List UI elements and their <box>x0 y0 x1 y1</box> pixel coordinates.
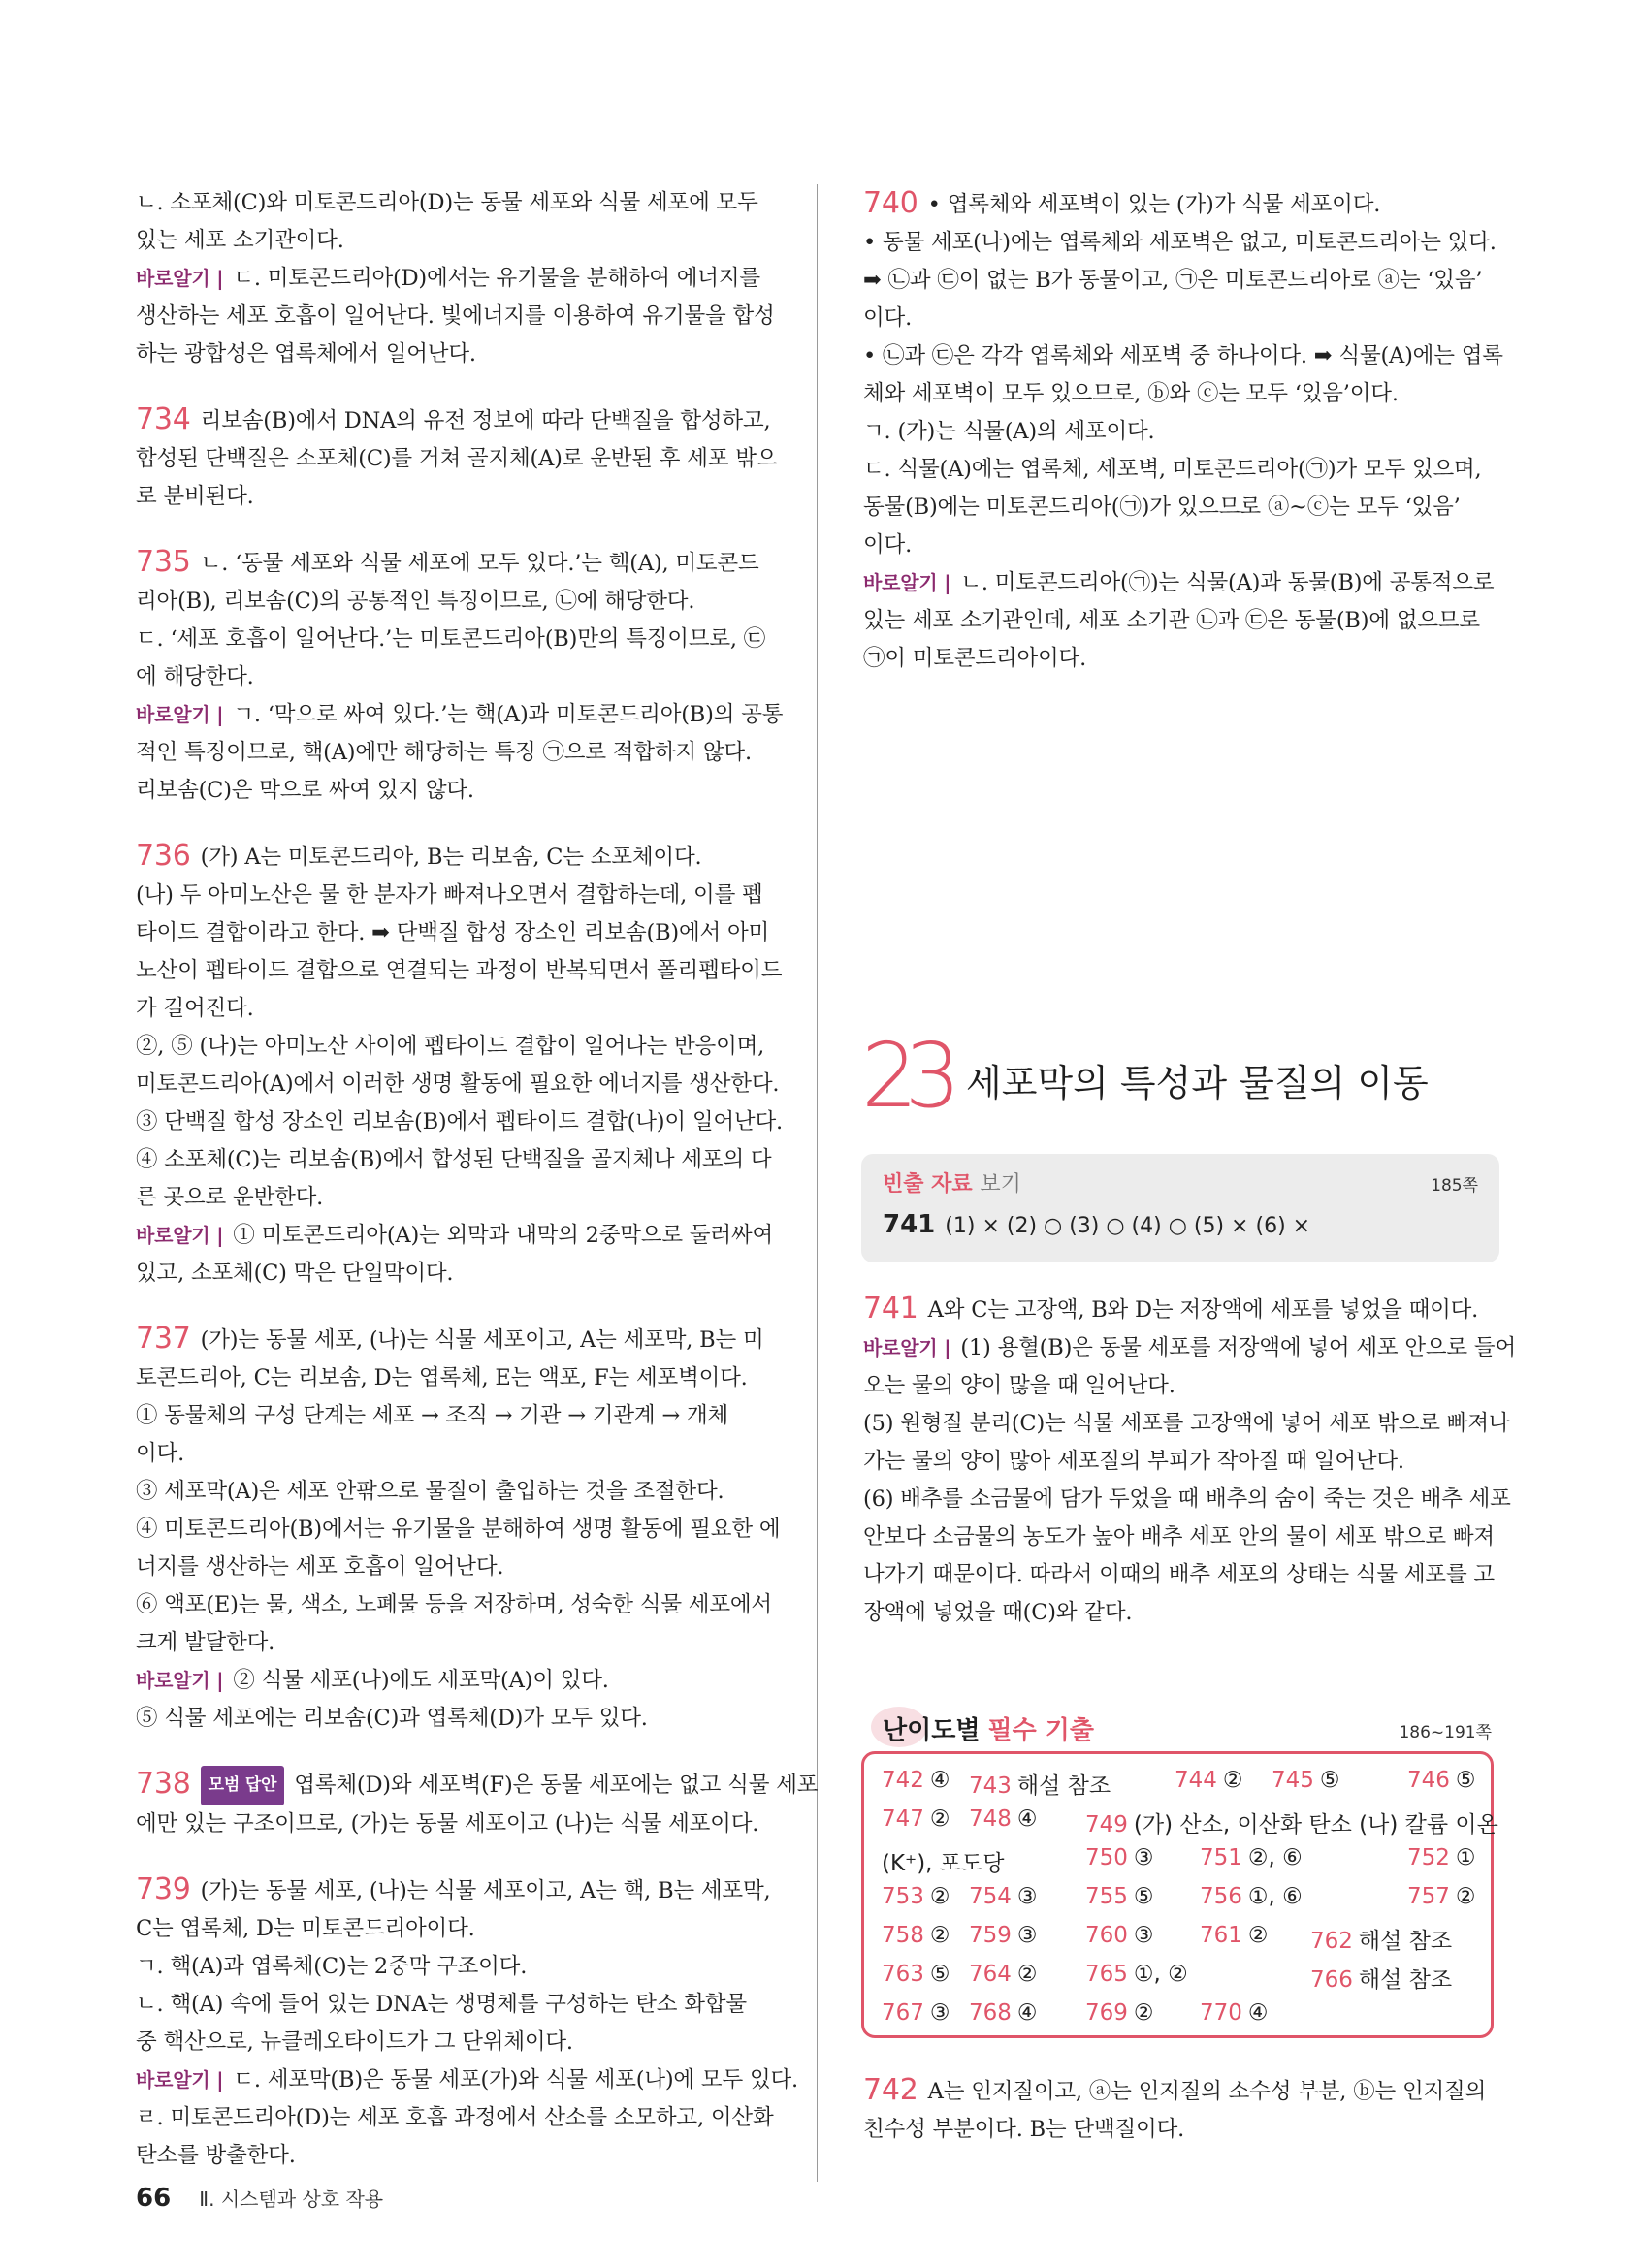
answer-value: 해설 참조 <box>1016 1773 1111 1799</box>
text-line <box>136 2137 771 2175</box>
line-text: 나가기 때문이다. 따라서 이때의 배추 세포의 상태는 식물 세포를 고 <box>863 1562 1495 1587</box>
answer-item <box>1272 1768 1340 1793</box>
line-text: 있는 세포 소기관인데, 세포 소기관 ㉡과 ㉢은 동물(B)에 없으므로 <box>863 608 1480 633</box>
line-text: ① 동물체의 구성 단계는 세포 → 조직 → 기관 → 기관계 → 개체 <box>136 1403 729 1428</box>
answer-value: ① <box>1455 1845 1476 1870</box>
answer-item <box>1085 2000 1154 2026</box>
text-line <box>863 1556 1498 1594</box>
text-line <box>136 184 771 222</box>
answer-item <box>1085 1923 1154 1948</box>
text-line <box>136 1700 771 1738</box>
line-text: 리보솜(C)은 막으로 싸여 있지 않다. <box>136 778 474 803</box>
line-text: (나) 두 아미노산은 물 한 분자가 빠져나오면서 결합하는데, 이를 펩 <box>136 882 763 908</box>
answer-value: ② <box>1455 1884 1476 1909</box>
line-text: ④ 소포체(C)는 리보솜(B)에서 합성된 단백질을 골지체나 세포의 다 <box>136 1147 772 1172</box>
answer-item <box>882 1884 950 1909</box>
text-line <box>136 400 771 440</box>
answer-value: ③ <box>929 2000 950 2026</box>
answer-number: 744 <box>1175 1768 1217 1793</box>
frequent-answers: 741 (1) × (2) ○ (3) ○ (4) ○ (5) × (6) × <box>883 1210 1311 1239</box>
line-text: (가) A는 미토콘드리아, B는 리보솜, C는 소포체이다. <box>200 845 702 870</box>
answer-number: 762 <box>1310 1929 1353 1954</box>
text-line <box>136 734 771 772</box>
line-text: ㄷ. 세포막(B)은 동물 세포(가)와 식물 세포(나)에 모두 있다. <box>233 2067 798 2092</box>
answer-number: 746 <box>1407 1768 1450 1793</box>
difficulty-page-ref: 186~191쪽 <box>1399 1723 1492 1742</box>
line-text: ① 미토콘드리아(A)는 외막과 내막의 2중막으로 둘러싸여 <box>233 1223 773 1248</box>
text-line <box>863 602 1498 640</box>
answer-item <box>1310 1962 1452 1994</box>
text-line <box>136 772 771 810</box>
text-line <box>863 527 1498 564</box>
answer-item <box>1175 1768 1243 1793</box>
answer-item <box>882 1923 950 1948</box>
answer-value: (K⁺), 포도당 <box>882 1851 1005 1876</box>
answer-item <box>1407 1884 1476 1909</box>
text-line <box>136 914 771 952</box>
text-line <box>136 1986 771 2024</box>
line-text: 리보솜(B)에서 DNA의 유전 정보에 따라 단백질을 합성하고, <box>200 408 771 433</box>
answer-number: 761 <box>1200 1923 1242 1948</box>
line-text: 있는 세포 소기관이다. <box>136 228 344 253</box>
text-line <box>136 1910 771 1948</box>
line-text: 미토콘드리아(A)에서 이러한 생명 활동에 필요한 에너지를 생산한다. <box>136 1071 780 1097</box>
text-line <box>863 1329 1516 1367</box>
line-text: 중 핵산으로, 뉴클레오타이드가 그 단위체이다. <box>136 2029 573 2055</box>
difficulty-header <box>861 1707 1499 1745</box>
line-text: 너지를 생산하는 세포 호흡이 일어난다. <box>136 1554 504 1580</box>
answer-value: ⑤ <box>929 1962 950 1987</box>
answer-number: 747 <box>882 1806 924 1832</box>
column-divider <box>817 184 818 2182</box>
section-number: 23 <box>861 1024 949 1128</box>
line-text: 탄소를 방출한다. <box>136 2143 296 2168</box>
answer-value: ①, ⑥ <box>1247 1884 1303 1909</box>
line-text: A와 C는 고장액, B와 D는 저장액에 세포를 넣었을 때이다. <box>927 1297 1479 1323</box>
text-line <box>863 1594 1498 1632</box>
line-text: ④ 미토콘드리아(B)에서는 유기물을 분해하여 생명 활동에 필요한 에 <box>136 1517 781 1542</box>
text-line <box>136 1473 771 1511</box>
chapter-label: Ⅱ. 시스템과 상호 작용 <box>199 2188 384 2211</box>
paragraph-gap <box>136 810 771 837</box>
text-line <box>136 1179 771 1217</box>
text-line <box>136 222 771 260</box>
paragraph-gap <box>136 373 771 400</box>
paragraph-gap <box>136 1843 771 1870</box>
text-line <box>863 262 1498 300</box>
line-text: ㄱ. (가)는 식물(A)의 세포이다. <box>863 419 1155 444</box>
text-line <box>136 696 784 734</box>
answer-item <box>969 1962 1038 1987</box>
answer-item <box>969 2000 1038 2026</box>
line-text: 친수성 부분이다. B는 단백질이다. <box>863 2117 1185 2142</box>
line-text: 에만 있는 구조이므로, (가)는 동물 세포이고 (나)는 식물 세포이다. <box>136 1811 759 1837</box>
line-text: ②, ⑤ (나)는 아미노산 사이에 펩타이드 결합이 일어나는 반응이며, <box>136 1034 765 1059</box>
correction-label: 바로알기 | <box>863 571 951 594</box>
answer-item <box>1407 1845 1476 1870</box>
line-text: ㄷ. ‘세포 호흡이 일어난다.’는 미토콘드리아(B)만의 특징이므로, ㉢ <box>136 626 766 652</box>
line-text: 가 길어진다. <box>136 996 254 1021</box>
paragraph-gap <box>136 516 771 543</box>
answer-item <box>969 1884 1038 1909</box>
question-number: 736 <box>136 839 191 873</box>
page-footer <box>136 2184 383 2213</box>
right-column <box>863 184 1503 678</box>
text-line <box>136 990 771 1028</box>
line-text: 이다. <box>136 1441 185 1466</box>
answer-number: 770 <box>1200 2000 1242 2026</box>
text-line <box>136 952 783 990</box>
answer-value: ④ <box>929 1768 950 1793</box>
answer-number: 753 <box>882 1884 924 1909</box>
text-line <box>863 489 1498 527</box>
text-line <box>863 1405 1510 1443</box>
line-text: (6) 배추를 소금물에 담가 두었을 때 배추의 숨이 죽는 것은 배추 세포 <box>863 1486 1511 1512</box>
answer-value: ④ <box>1247 2000 1269 2026</box>
answer-number: 764 <box>969 1962 1012 1987</box>
text-line <box>136 478 771 516</box>
text-line <box>136 1141 771 1179</box>
text-line <box>863 640 1498 678</box>
answer-item <box>882 1962 950 1987</box>
text-line <box>863 1367 1498 1405</box>
line-text: ③ 세포막(A)은 세포 안팎으로 물질이 출입하는 것을 조절한다. <box>136 1479 724 1504</box>
line-text: ➡ ㉡과 ㉢이 없는 B가 동물이고, ㉠은 미토콘드리아로 ⓐ는 ‘있음’ <box>863 268 1483 293</box>
answer-item <box>882 1806 950 1832</box>
answer-value: 해설 참조 <box>1358 1929 1453 1954</box>
question-number: 734 <box>136 402 191 436</box>
answer-grid <box>861 1751 1498 2038</box>
answer-number: 758 <box>882 1923 924 1948</box>
text-line <box>136 298 775 335</box>
answer-value: ② <box>1133 2000 1154 2026</box>
answer-number: 756 <box>1200 1884 1242 1909</box>
paragraph-gap <box>136 1738 771 1765</box>
text-line <box>136 1359 771 1397</box>
text-line <box>136 1103 783 1141</box>
question-number: 740 <box>863 186 918 220</box>
text-line <box>136 335 771 373</box>
line-text: 합성된 단백질은 소포체(C)를 거쳐 골지체(A)로 운반된 후 세포 밖으 <box>136 446 778 471</box>
text-line <box>863 2111 1498 2149</box>
line-text: ㄴ. ‘동물 세포와 식물 세포에 모두 있다.’는 핵(A), 미토콘드 <box>200 551 759 576</box>
answer-value: (가) 산소, 이산화 탄소 (나) 칼륨 이온 <box>1133 1812 1498 1837</box>
answer-item <box>1085 1884 1154 1909</box>
answer-742-block <box>863 2071 1498 2149</box>
text-line <box>136 440 778 478</box>
answer-value: ⑤ <box>1319 1768 1340 1793</box>
left-column <box>136 184 819 2175</box>
text-line <box>863 1481 1511 1518</box>
correction-label: 바로알기 | <box>136 1669 224 1692</box>
answer-value: ② <box>929 1923 950 1948</box>
text-line <box>136 1511 781 1549</box>
line-text: 른 곳으로 운반한다. <box>136 1185 324 1210</box>
answer-number: 751 <box>1200 1845 1242 1870</box>
answer-number: 766 <box>1310 1967 1353 1993</box>
answer-value: ④ <box>1016 1806 1038 1832</box>
line-text: 체와 세포벽이 모두 있으므로, ⓑ와 ⓒ는 모두 ‘있음’이다. <box>863 381 1399 406</box>
answer-number: 748 <box>969 1806 1012 1832</box>
answer-item <box>1085 1845 1154 1870</box>
line-text: 타이드 결합이라고 한다. ➡ 단백질 합성 장소인 리보솜(B)에서 아미 <box>136 920 770 945</box>
line-text: 하는 광합성은 엽록체에서 일어난다. <box>136 341 476 367</box>
line-text: 안보다 소금물의 농도가 높아 배추 세포 안의 물이 세포 밖으로 빠져 <box>863 1524 1495 1549</box>
correction-label: 바로알기 | <box>136 703 224 726</box>
text-line <box>136 1624 771 1662</box>
answer-number: 742 <box>882 1768 924 1793</box>
answer-value: ①, ② <box>1133 1962 1188 1987</box>
text-line <box>863 1290 1498 1329</box>
answer-number: 749 <box>1085 1812 1128 1837</box>
answer-value: ② <box>929 1884 950 1909</box>
line-text: ③ 단백질 합성 장소인 리보솜(B)에서 펩타이드 결합(나)이 일어난다. <box>136 1109 783 1134</box>
correction-label: 바로알기 | <box>136 2068 224 2092</box>
answer-number: 765 <box>1085 1962 1128 1987</box>
answer-number: 745 <box>1272 1768 1314 1793</box>
answer-number: 757 <box>1407 1884 1450 1909</box>
line-text: 이다. <box>863 305 913 331</box>
line-text: ㄴ. 미토콘드리아(㉠)는 식물(A)과 동물(B)에 공통적으로 <box>960 570 1495 595</box>
correction-label: 바로알기 | <box>136 1224 224 1247</box>
line-text: ㄷ. 식물(A)에는 엽록체, 세포벽, 미토콘드리아(㉠)가 모두 있으며, <box>863 457 1482 482</box>
line-text: 적인 특징이므로, 핵(A)에만 해당하는 특징 ㉠으로 적합하지 않다. <box>136 740 752 765</box>
question-number: 738 <box>136 1767 191 1801</box>
line-text: 에 해당한다. <box>136 664 254 689</box>
answer-value: ②, ⑥ <box>1247 1845 1303 1870</box>
frequent-page-ref: 185쪽 <box>1431 1176 1478 1196</box>
answer-number: 767 <box>882 2000 924 2026</box>
text-line <box>136 1586 771 1624</box>
text-line <box>136 1549 771 1586</box>
line-text: ㉠이 미토콘드리아이다. <box>863 646 1087 671</box>
text-line <box>136 1217 771 1255</box>
text-line <box>136 1397 771 1435</box>
paragraph-gap <box>136 1293 771 1320</box>
text-line <box>136 1066 780 1103</box>
line-text: ⑥ 액포(E)는 물, 색소, 노폐물 등을 저장하며, 성숙한 식물 세포에서 <box>136 1592 772 1617</box>
line-text: (1) 용혈(B)은 동물 세포를 저장액에 넣어 세포 안으로 들어 <box>960 1335 1516 1360</box>
answer-item <box>1200 2000 1269 2026</box>
line-text: 오는 물의 양이 많을 때 일어난다. <box>863 1373 1175 1398</box>
text-line <box>136 1028 771 1066</box>
line-text: ㄴ. 소포체(C)와 미토콘드리아(D)는 동물 세포와 식물 세포에 모두 <box>136 190 758 215</box>
line-text: (가)는 동물 세포, (나)는 식물 세포이고, A는 세포막, B는 미 <box>200 1327 764 1353</box>
answer-value: ③ <box>1133 1845 1154 1870</box>
answer-item <box>882 2000 950 2026</box>
line-text: 동물(B)에는 미토콘드리아(㉠)가 있으므로 ⓐ~ⓒ는 모두 ‘있음’ <box>863 495 1461 520</box>
text-line <box>136 583 771 621</box>
text-line <box>136 1435 771 1473</box>
frequent-data-box <box>861 1154 1499 1262</box>
line-text: (가)는 동물 세포, (나)는 식물 세포이고, A는 핵, B는 세포막, <box>200 1878 771 1903</box>
text-line <box>136 621 771 658</box>
correction-label: 바로알기 | <box>863 1336 951 1359</box>
line-text: ㄱ. ‘막으로 싸여 있다.’는 핵(A)과 미토콘드리아(B)의 공통 <box>233 702 784 727</box>
answer-number: 750 <box>1085 1845 1128 1870</box>
line-text: ② 식물 세포(나)에도 세포막(A)이 있다. <box>233 1668 609 1693</box>
answer-number: 763 <box>882 1962 924 1987</box>
line-text: ㄱ. 핵(A)과 엽록체(C)는 2중막 구조이다. <box>136 1954 528 1979</box>
text-line <box>136 2061 798 2099</box>
answer-value: ③ <box>1133 1923 1154 1948</box>
correction-label: 바로알기 | <box>136 267 224 290</box>
text-line <box>136 877 771 914</box>
text-line <box>863 2071 1498 2111</box>
answer-value: ② <box>1222 1768 1243 1793</box>
text-line <box>136 1765 819 1805</box>
question-number: 735 <box>136 545 191 579</box>
answer-number: 769 <box>1085 2000 1128 2026</box>
line-text: 장액에 넣었을 때(C)와 같다. <box>863 1600 1133 1625</box>
question-number: 739 <box>136 1872 191 1906</box>
answer-number: 759 <box>969 1923 1012 1948</box>
text-line <box>863 451 1498 489</box>
answer-item <box>1200 1923 1269 1948</box>
answer-number: 768 <box>969 2000 1012 2026</box>
line-text: 로 분비된다. <box>136 484 254 509</box>
answer-value: ⑤ <box>1455 1768 1476 1793</box>
answer-item <box>969 1768 1111 1800</box>
frequent-title: 빈출 자료 보기 <box>883 1172 1021 1197</box>
answer-item <box>969 1806 1038 1832</box>
question-number: 741 <box>863 1292 918 1326</box>
text-line <box>863 184 1498 224</box>
line-text: 리아(B), 리보솜(C)의 공통적인 특징이므로, ㉡에 해당한다. <box>136 589 695 614</box>
answer-value: ② <box>1016 1962 1038 1987</box>
text-line <box>863 1443 1498 1481</box>
line-text: • 엽록체와 세포벽이 있는 (가)가 식물 세포이다. <box>927 192 1381 217</box>
text-line <box>863 337 1503 375</box>
line-text: 있고, 소포체(C) 막은 단일막이다. <box>136 1261 454 1286</box>
line-text: 크게 발달한다. <box>136 1630 275 1655</box>
answer-741-block <box>863 1290 1516 1632</box>
text-line <box>136 260 771 298</box>
text-line <box>136 1320 771 1359</box>
section-header <box>861 1024 1501 1144</box>
line-text: C는 엽록체, D는 미토콘드리아이다. <box>136 1916 475 1941</box>
text-line <box>136 1255 771 1293</box>
line-text: ㄴ. 핵(A) 속에 들어 있는 DNA는 생명체를 구성하는 탄소 화합물 <box>136 1992 747 2017</box>
line-text: 노산이 펩타이드 결합으로 연결되는 과정이 반복되면서 폴리펩타이드 <box>136 958 783 983</box>
answer-value: ③ <box>1016 1923 1038 1948</box>
text-line <box>136 2099 774 2137</box>
answer-item <box>1200 1884 1303 1909</box>
text-line <box>863 300 1498 337</box>
answer-value: 해설 참조 <box>1358 1967 1453 1993</box>
answer-value: ③ <box>1016 1884 1038 1909</box>
answer-number: 755 <box>1085 1884 1128 1909</box>
text-line <box>136 1948 771 1986</box>
text-line <box>136 543 771 583</box>
answer-item <box>1310 1923 1452 1955</box>
text-line <box>863 1518 1498 1556</box>
section-title: 세포막의 특성과 물질의 이동 <box>966 1062 1429 1104</box>
line-text: (5) 원형질 분리(C)는 식물 세포를 고장액에 넣어 세포 밖으로 빠져나 <box>863 1411 1510 1436</box>
answer-item <box>1200 1845 1303 1870</box>
text-line <box>136 2024 771 2061</box>
line-text: ㄷ. 미토콘드리아(D)에서는 유기물을 분해하여 에너지를 <box>233 266 760 291</box>
answer-item <box>1407 1768 1476 1793</box>
line-text: 이다. <box>863 532 913 558</box>
answer-value: ④ <box>1016 2000 1038 2026</box>
text-line <box>136 1805 771 1843</box>
text-line <box>863 375 1498 413</box>
answer-value: ② <box>1247 1923 1269 1948</box>
line-text: 엽록체(D)와 세포벽(F)은 동물 세포에는 없고 식물 세포 <box>294 1773 819 1798</box>
page-number: 66 <box>136 2184 172 2213</box>
model-answer-badge: 모범 답안 <box>201 1766 285 1805</box>
answer-number: 754 <box>969 1884 1012 1909</box>
text-line <box>863 413 1498 451</box>
text-line <box>136 658 771 696</box>
text-line <box>136 837 771 877</box>
answer-item <box>882 1845 1004 1877</box>
answer-value: ② <box>929 1806 950 1832</box>
answer-number: 760 <box>1085 1923 1128 1948</box>
line-text: 가는 물의 양이 많아 세포질의 부피가 작아질 때 일어난다. <box>863 1449 1404 1474</box>
answer-number: 743 <box>969 1773 1012 1799</box>
answer-item <box>1085 1962 1188 1987</box>
answer-item <box>969 1923 1038 1948</box>
line-text: ㄹ. 미토콘드리아(D)는 세포 호흡 과정에서 산소를 소모하고, 이산화 <box>136 2105 774 2130</box>
question-number: 742 <box>863 2073 918 2107</box>
text-line <box>863 224 1498 262</box>
answer-number: 752 <box>1407 1845 1450 1870</box>
line-text: • 동물 세포(나)에는 엽록체와 세포벽은 없고, 미토콘드리아는 있다. <box>863 230 1497 255</box>
text-line <box>136 1662 771 1700</box>
difficulty-title: 난이도별 필수 기출 <box>883 1716 1094 1745</box>
answer-value: ⑤ <box>1133 1884 1154 1909</box>
line-text: 생산하는 세포 호흡이 일어난다. 빛에너지를 이용하여 유기물을 합성 <box>136 303 775 329</box>
line-text: ⑤ 식물 세포에는 리보솜(C)과 엽록체(D)가 모두 있다. <box>136 1706 648 1731</box>
answer-item <box>882 1768 950 1793</box>
answer-item <box>1085 1806 1498 1838</box>
text-line <box>863 564 1498 602</box>
line-text: 토콘드리아, C는 리보솜, D는 엽록체, E는 액포, F는 세포벽이다. <box>136 1365 748 1390</box>
line-text: A는 인지질이고, ⓐ는 인지질의 소수성 부분, ⓑ는 인지질의 <box>927 2079 1487 2104</box>
line-text: • ㉡과 ㉢은 각각 엽록체와 세포벽 중 하나이다. ➡ 식물(A)에는 엽록 <box>863 343 1503 368</box>
text-line <box>136 1870 771 1910</box>
question-number: 737 <box>136 1322 191 1356</box>
